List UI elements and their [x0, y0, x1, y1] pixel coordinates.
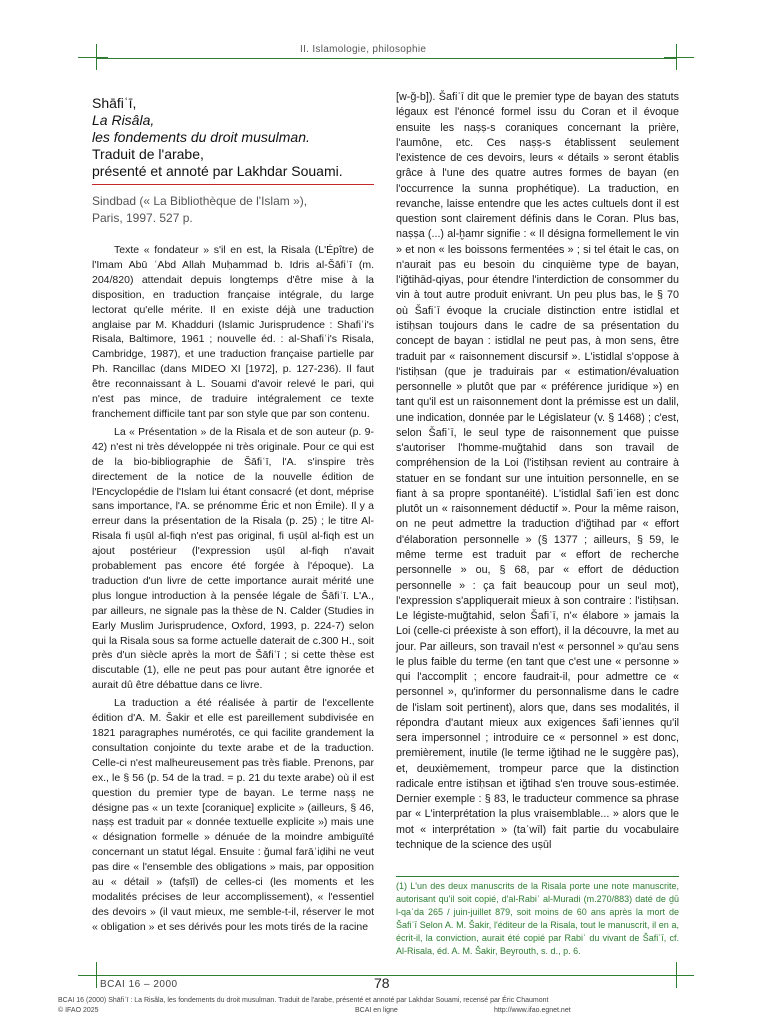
site-link[interactable]: http://www.ifao.egnet.net [494, 1007, 571, 1014]
crop-mark-top-left-v [96, 44, 97, 70]
title-subtitle: les fondements du droit musulman. [92, 129, 310, 145]
citation-line: BCAI 16 (2000) Shāfiʿī : La Risâla, les fondements du droit musulman. Traduit de l'arabe, présenté et annoté par Lakhdar Souami, recensé par Éric Chaumont [58, 997, 549, 1004]
running-head: II. Islamologie, philosophie [300, 44, 427, 55]
crop-mark-top-right-v [676, 44, 677, 70]
title-translator: présenté et annoté par Lakhdar Souami. [92, 163, 343, 179]
right-column [396, 90, 679, 856]
title-translation: Traduit de l'arabe, [92, 146, 204, 162]
publication-place: Paris, 1997. 527 p. [92, 211, 193, 225]
header-rule [96, 58, 676, 59]
right-paragraph-1: [w-ǧ-b]). Šafiʿī dit que le premier type de bayan des statuts légaux est l'énoncé formel issu du Coran et il évoque ensuite les naṣṣ-s coraniques concernant la prière, l'aumône, etc. Ces naṣṣ-s établissent seulement l'existence de ces devoirs, leurs « détails » seront établis grâce à l'une des quatre autres formes de bayan (en l'occurrence la sunna prophétique). La traduction, en revanche, laisse entendre que les actes cultuels dont il est question sont clairement définis dans le Coran. Plus bas, naṣṣa (...) al-ḫamr signifie : « Il désigna formellement le vin » et non « les boissons fermentées » ; si tel était le cas, on n'aurait pas eu besoin du cinquième type de bayan, l'iǧtihād-qiyas, pour étendre l'interdiction de consommer du vin à tout autre produit enivrant. Un peu plus bas, le § 70 où Šafiʿī évoque la cruciale distinction entre istidlal et istiḥsan toujours dans le cadre de sa présentation du concept de bayan : istidlal ne peut pas, à mon sens, être traduit par « raisonnement discursif ». L'istidlal s'oppose à l'istiḥsan (que je traduirais par « estimation/évaluation personnelle » plutôt que par « préférence juridique ») en tant qu'il est un raisonnement dont la prémisse est un dalil, une indication, donnée par le Législateur (v. § 1468) ; c'est, selon Šafiʿī, le seul type de raisonnement que puisse s'autoriser l'homme-muǧtahid dans son travail de compréhension de la Loi (l'istiḥsan revient au contraire à statuer en se fondant sur une intuition personnelle, en se fiant à sa propre spontanéité). L'istidlal šafiʿien est donc plutôt un « raisonnement déductif ». Pour la même raison, on ne peut admettre la traduction d'iǧtihad par « effort d'élaboration personnelle » (§ 1377 ; ailleurs, § 59, le même terme est traduit par « effort de recherche personnelle » ou, § 68, par « effort de déduction personnelle » : ça fait beaucoup pour un seul mot), l'expression s'appliquerait mieux à son contraire : l'istiḥsan. Le légiste-muǧtahid, selon Šafiʿī, n'« élabore » jamais la Loi (celle-ci préexiste à son effort), il la découvre, la met au jour. Par ailleurs, son travail n'est « personnel » qu'au sens le plus faible du terme (en tant que c'est une « personne » qui l'accomplit ; encore faudrait-il, pour admettre ce « personnel », qu'informer du personnalisme dans le cadre de l'islam soit pertinent), alors que, dans ses modalités, il répondra d'autant mieux aux exigences šafiʿiennes qu'il sera impersonnel ; introduire ce « personnel » est donc, premièrement, inutile (le terme iǧtihad ne le suggère pas), et, deuxièmement, trompeur parce que la distinction radicale entre istiḥsan et iǧtihad s'en trouve sous-estimée. Dernier exemple : § 83, le traducteur commence sa phrase par « L'interprétation la plus vraisemblable... » alors que le mot « interprétation » (taʾwīl) fait partie du vocabulaire technique de la science des uṣūl [396, 91, 679, 852]
publication-series: Sindbad (« La Bibliothèque de l'Islam »), [92, 194, 308, 208]
title-author: Shāfiʿī, [92, 95, 137, 111]
left-paragraph-3: La traduction a été réalisée à partir de l'excellente édition d'A. M. Šakir et elle est pareillement subdivisée en 1821 paragraphes numérotés, ce qui facilite grandement la consultation conjointe du texte arabe et de la traduction. Celle-ci n'est malheureusement pas très fiable. Prenons, par ex., le § 56 (p. 54 de la trad. = p. 21 du texte arabe) où il est question du premier type de bayan. Le terme naṣṣ ne désigne pas « un texte [coranique] explicite » (ailleurs, § 46, naṣṣ est traduit par « donnée textuelle explicite ») mais une « désignation formelle » dénuée de la moindre ambiguïté concernant un statut légal. Ensuite : ǧumal farāʾiḍihi ne veut pas dire « l'ensemble des obligations » mais, par opposition au « détail » (tafṣīl) de celles-ci (les moments et les modalités précises de leur accomplissement), « l'essentiel des devoirs » (il vaut mieux, me semble-t-il, réserver le mot « obligation » et ses dérivés pour les mots tirés de la racine [92, 697, 374, 933]
review-title [92, 95, 374, 180]
crop-mark-bottom-right-v [676, 962, 677, 988]
footnote-rule [396, 876, 679, 877]
left-paragraph-2: La « Présentation » de la Risala et de son auteur (p. 9-42) n'est ni très développée ni très originale. Pour ce qui est de la bio-bibliographie de Šāfiʿī, l'A. s'inspire très directement de la notice de la nouvelle édition de l'Encyclopédie de l'Islam lui étant consacré (et dont, méprise sans importance, l'A. se prénomme Éric et non Émile). Il y a erreur dans la présentation de la Risala (p. 25) ; le titre Al-Risala fi uṣūl al-fiqh n'est pas original, fi uṣūl al-fiqh est un ajout postérieur (l'expression uṣūl al-fiqh n'avait probablement pas encore été forgée à l'époque). La traduction d'un livre de cette importance aurait mérité une plus longue introduction à la pensée légale de Šāfiʿī. L'A., par ailleurs, ne signale pas la thèse de N. Calder (Studies in Early Muslim Jurisprudence, Oxford, 1993, p. 224-7) selon qui la Risala sous sa forme actuelle daterait de c.300 H., soit près d'un siècle après la mort de Šāfiʿī ; si cette thèse est discutable (1), elle ne peut pas pour autant être ignorée et aurait dû être débattue dans ce livre. [92, 425, 374, 692]
title-rule [92, 184, 374, 185]
left-paragraph-1: Texte « fondateur » s'il en est, la Risala (L'Épître) de l'Imam Abū ʿAbd Allah Muḥammad b. Idris al-Šāfiʿī (m. 204/820) attendait depuis longtemps d'être mise à la disposition, en traduction française intégrale, du large lectorat qu'elle mérite. Il en existe déjà une traduction anglaise par M. Khadduri (Islamic Jurisprudence : Shafiʿi's Risala, Baltimore, 1961 ; nouvelle éd. : al-Shafiʿi's Risala, Cambridge, 1987), et une traduction française partielle par Ph. Rancillac (dans MIDEO XI [1972], p. 127-236). Il faut être reconnaissant à L. Souami d'avoir relevé le pari, qui n'est pas mince, de traduire intégralement ce texte franchement difficile tant par son style que par son contenu. [92, 244, 374, 420]
title-work: La Risâla, [92, 112, 155, 128]
copyright: © IFAO 2025 [58, 1007, 99, 1014]
footnote: (1) L'un des deux manuscrits de la Risala porte une note manuscrite, autorisant qu'il soit copié, d'al-Rabiʿ al-Muradi (m.270/883) daté de ḏū l-qaʿda 265 / juin-juillet 879, soit moins de 60 ans après la mort de Šafiʿī Selon A. M. Šakir, l'éditeur de la Risala, tout le manuscrit, il en a, écrit-il, la conviction, aurait été copié par Rabiʿ du vivant de Šafiʿī, cf. Al-Risala, éd. A. M. Šakir, Beyrouth, s. d., p. 6. [396, 881, 679, 956]
page-number: 78 [374, 975, 390, 991]
publication-info [92, 193, 374, 227]
journal-label: BCAI 16 – 2000 [100, 979, 178, 990]
online-label: BCAI en ligne [355, 1007, 398, 1014]
left-column [92, 95, 374, 938]
